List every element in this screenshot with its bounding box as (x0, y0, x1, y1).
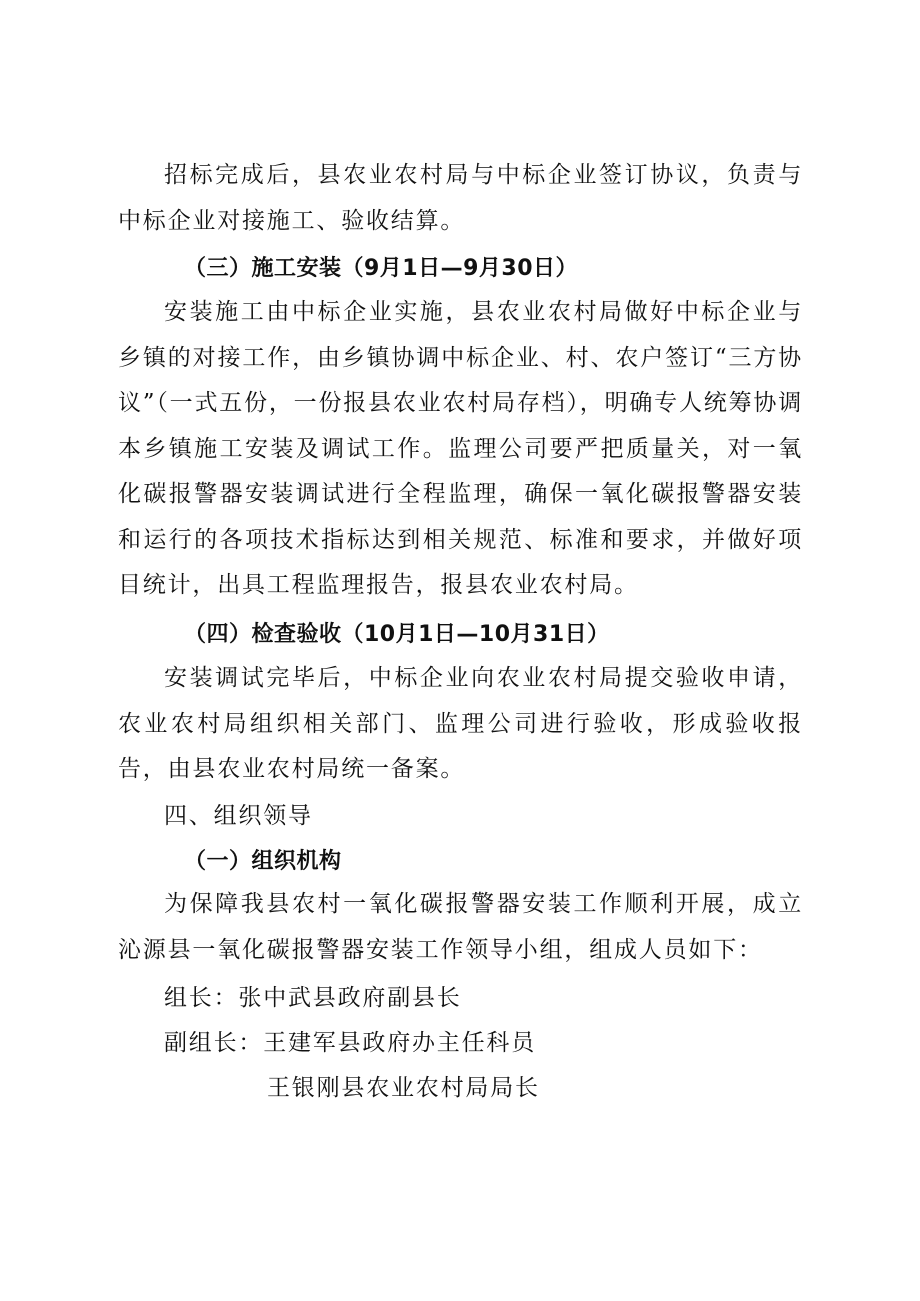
heading-organization-structure: （一）组织机构 (184, 849, 342, 874)
paragraph-bid-completion: 招标完成后，县农业农村局与中标企业签订协议，负责与中标企业对接施工、验收结算。 (118, 162, 803, 234)
paragraph-installation: 安装施工由中标企业实施，县农业农村局做好中标企业与乡镇的对接工作，由乡镇协调中标企业、村、农户签订“三方协议”（一式五份，一份报县农业农村局存档），明确专人统筹协调本乡镇施工安装及调试工作。监理公司要严把质量关，对一氧化碳报警器安装调试进行全程监理，确保一氧化碳报警器安装和运行的各项技术指标达到相关规范、标准和要求，并做好项目统计，出具工程监理报告，报县农业农村局。 (118, 299, 803, 598)
heading-inspection: （四）检查验收（10月1日—10月31日） (184, 622, 610, 647)
leader-line: 组长：张中武县政府副县长 (164, 985, 462, 1011)
section-heading-organization: 四、组织领导 (164, 803, 313, 829)
deputy-leader-line: 副组长：王建军县政府办主任科员 (164, 1030, 536, 1056)
paragraph-organization: 为保障我县农村一氧化碳报警器安装工作顺利开展，成立沁源县一氧化碳报警器安装工作领导小组，组成人员如下： (118, 891, 803, 963)
heading-installation: （三）施工安装（9月1日—9月30日） (184, 256, 579, 281)
paragraph-inspection: 安装调试完毕后，中标企业向农业农村局提交验收申请，农业农村局组织相关部门、监理公司进行验收，形成验收报告，由县农业农村局统一备案。 (118, 665, 803, 782)
deputy-leader-line-2: 王银刚县农业农村局局长 (267, 1075, 540, 1101)
